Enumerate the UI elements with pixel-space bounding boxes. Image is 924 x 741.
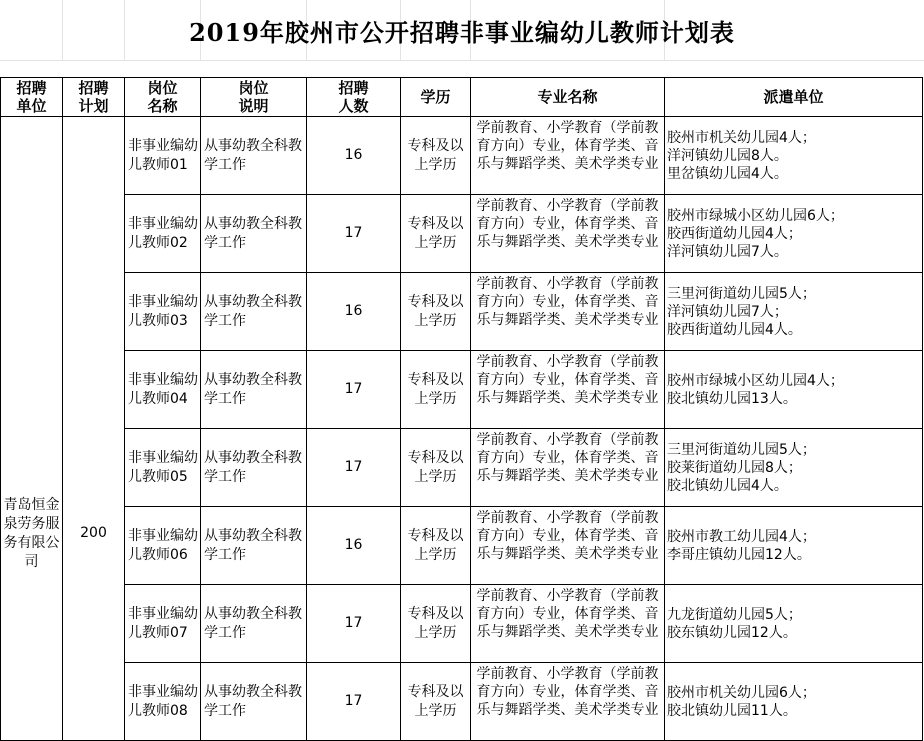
assignment-line: 胶北镇幼儿园4人。: [667, 477, 788, 494]
assignment-cell: [665, 663, 923, 741]
post-desc-cell: 从事幼教全科教学工作: [201, 429, 307, 507]
post-name-cell: 非事业编幼儿教师03: [125, 273, 201, 351]
major-cell: 学前教育、小学教育（学前教育方向）专业，体育学类、音乐与舞蹈学类、美术学类专业: [471, 429, 665, 507]
assignment-line: 胶东镇幼儿园12人。: [667, 624, 797, 641]
education-cell: 专科及以上学历: [401, 273, 471, 351]
major-cell: 学前教育、小学教育（学前教育方向）专业，体育学类、音乐与舞蹈学类、美术学类专业: [471, 117, 665, 195]
assignment-line: 里岔镇幼儿园4人。: [667, 165, 788, 182]
header-major: 专业名称: [471, 78, 665, 117]
major-cell: 学前教育、小学教育（学前教育方向）专业，体育学类、音乐与舞蹈学类、美术学类专业: [471, 507, 665, 585]
assignment-cell: [665, 273, 923, 351]
count-cell: 17: [307, 663, 401, 741]
header-post-name: 岗位 名称: [125, 78, 201, 117]
assignment-line: 胶北镇幼儿园11人。: [667, 702, 797, 719]
post-desc-cell: 从事幼教全科教学工作: [201, 273, 307, 351]
assignment-line: 九龙街道幼儿园5人；: [667, 606, 802, 623]
post-name-cell: 非事业编幼儿教师02: [125, 195, 201, 273]
table-row: [1, 195, 923, 273]
count-cell: 17: [307, 429, 401, 507]
assignment-cell: [665, 507, 923, 585]
major-cell: 学前教育、小学教育（学前教育方向）专业，体育学类、音乐与舞蹈学类、美术学类专业: [471, 663, 665, 741]
assignment-cell: [665, 585, 923, 663]
header-plan: 招聘 计划: [63, 78, 125, 117]
table-row: [1, 429, 923, 507]
assignment-line: 胶州市绿城小区幼儿园4人；: [667, 372, 844, 389]
assignment-cell: [665, 351, 923, 429]
post-name-cell: 非事业编幼儿教师06: [125, 507, 201, 585]
education-cell: 专科及以上学历: [401, 351, 471, 429]
count-cell: 16: [307, 117, 401, 195]
assignment-line: 胶州市机关幼儿园4人；: [667, 129, 816, 146]
post-name-cell: 非事业编幼儿教师05: [125, 429, 201, 507]
education-cell: 专科及以上学历: [401, 585, 471, 663]
assignment-line: 三里河街道幼儿园5人；: [667, 441, 816, 458]
education-cell: 专科及以上学历: [401, 117, 471, 195]
post-name-cell: 非事业编幼儿教师08: [125, 663, 201, 741]
table-row: [1, 507, 923, 585]
count-cell: 17: [307, 195, 401, 273]
header-unit: 招聘 单位: [1, 78, 63, 117]
assignment-cell: [665, 117, 923, 195]
header-count: 招聘 人数: [307, 78, 401, 117]
table-row: [1, 117, 923, 195]
assignment-line: 胶西街道幼儿园4人；: [667, 225, 802, 242]
count-cell: 17: [307, 351, 401, 429]
table-row: [1, 351, 923, 429]
count-cell: 16: [307, 273, 401, 351]
header-row: [1, 78, 923, 117]
post-desc-cell: 从事幼教全科教学工作: [201, 117, 307, 195]
recruiting-unit-cell: 青岛恒金泉劳务服务有限公司: [1, 117, 63, 741]
assignment-line: 胶莱街道幼儿园8人；: [667, 459, 802, 476]
assignment-line: 三里河街道幼儿园5人；: [667, 285, 816, 302]
assignment-line: 洋河镇幼儿园7人。: [667, 243, 788, 260]
plan-total-cell: 200: [63, 117, 125, 741]
post-desc-cell: 从事幼教全科教学工作: [201, 507, 307, 585]
post-name-cell: 非事业编幼儿教师04: [125, 351, 201, 429]
assignment-line: 胶州市绿城小区幼儿园6人；: [667, 207, 844, 224]
post-desc-cell: 从事幼教全科教学工作: [201, 195, 307, 273]
assignment-line: 胶西街道幼儿园4人。: [667, 321, 802, 338]
major-cell: 学前教育、小学教育（学前教育方向）专业，体育学类、音乐与舞蹈学类、美术学类专业: [471, 273, 665, 351]
assignment-line: 洋河镇幼儿园8人。: [667, 147, 788, 164]
header-post-desc: 岗位 说明: [201, 78, 307, 117]
education-cell: 专科及以上学历: [401, 507, 471, 585]
assignment-cell: [665, 429, 923, 507]
assignment-line: 胶州市机关幼儿园6人；: [667, 684, 816, 701]
assignment-line: 胶州市教工幼儿园4人；: [667, 528, 816, 545]
header-assignment: 派遣单位: [665, 78, 923, 117]
major-cell: 学前教育、小学教育（学前教育方向）专业，体育学类、音乐与舞蹈学类、美术学类专业: [471, 195, 665, 273]
count-cell: 16: [307, 507, 401, 585]
table-row: [1, 663, 923, 741]
table-body: [1, 117, 923, 741]
major-cell: 学前教育、小学教育（学前教育方向）专业，体育学类、音乐与舞蹈学类、美术学类专业: [471, 585, 665, 663]
assignment-line: 胶北镇幼儿园13人。: [667, 390, 797, 407]
header-education: 学历: [401, 78, 471, 117]
post-desc-cell: 从事幼教全科教学工作: [201, 585, 307, 663]
assignment-line: 李哥庄镇幼儿园12人。: [667, 546, 811, 563]
post-name-cell: 非事业编幼儿教师07: [125, 585, 201, 663]
assignment-cell: [665, 195, 923, 273]
post-name-cell: 非事业编幼儿教师01: [125, 117, 201, 195]
table-row: [1, 273, 923, 351]
education-cell: 专科及以上学历: [401, 429, 471, 507]
post-desc-cell: 从事幼教全科教学工作: [201, 663, 307, 741]
recruitment-plan-table: [0, 77, 923, 741]
education-cell: 专科及以上学历: [401, 195, 471, 273]
assignment-line: 洋河镇幼儿园7人；: [667, 303, 788, 320]
education-cell: 专科及以上学历: [401, 663, 471, 741]
page-title: 2019年胶州市公开招聘非事业编幼儿教师计划表: [189, 17, 735, 47]
count-cell: 17: [307, 585, 401, 663]
major-cell: 学前教育、小学教育（学前教育方向）专业，体育学类、音乐与舞蹈学类、美术学类专业: [471, 351, 665, 429]
post-desc-cell: 从事幼教全科教学工作: [201, 351, 307, 429]
table-row: [1, 585, 923, 663]
